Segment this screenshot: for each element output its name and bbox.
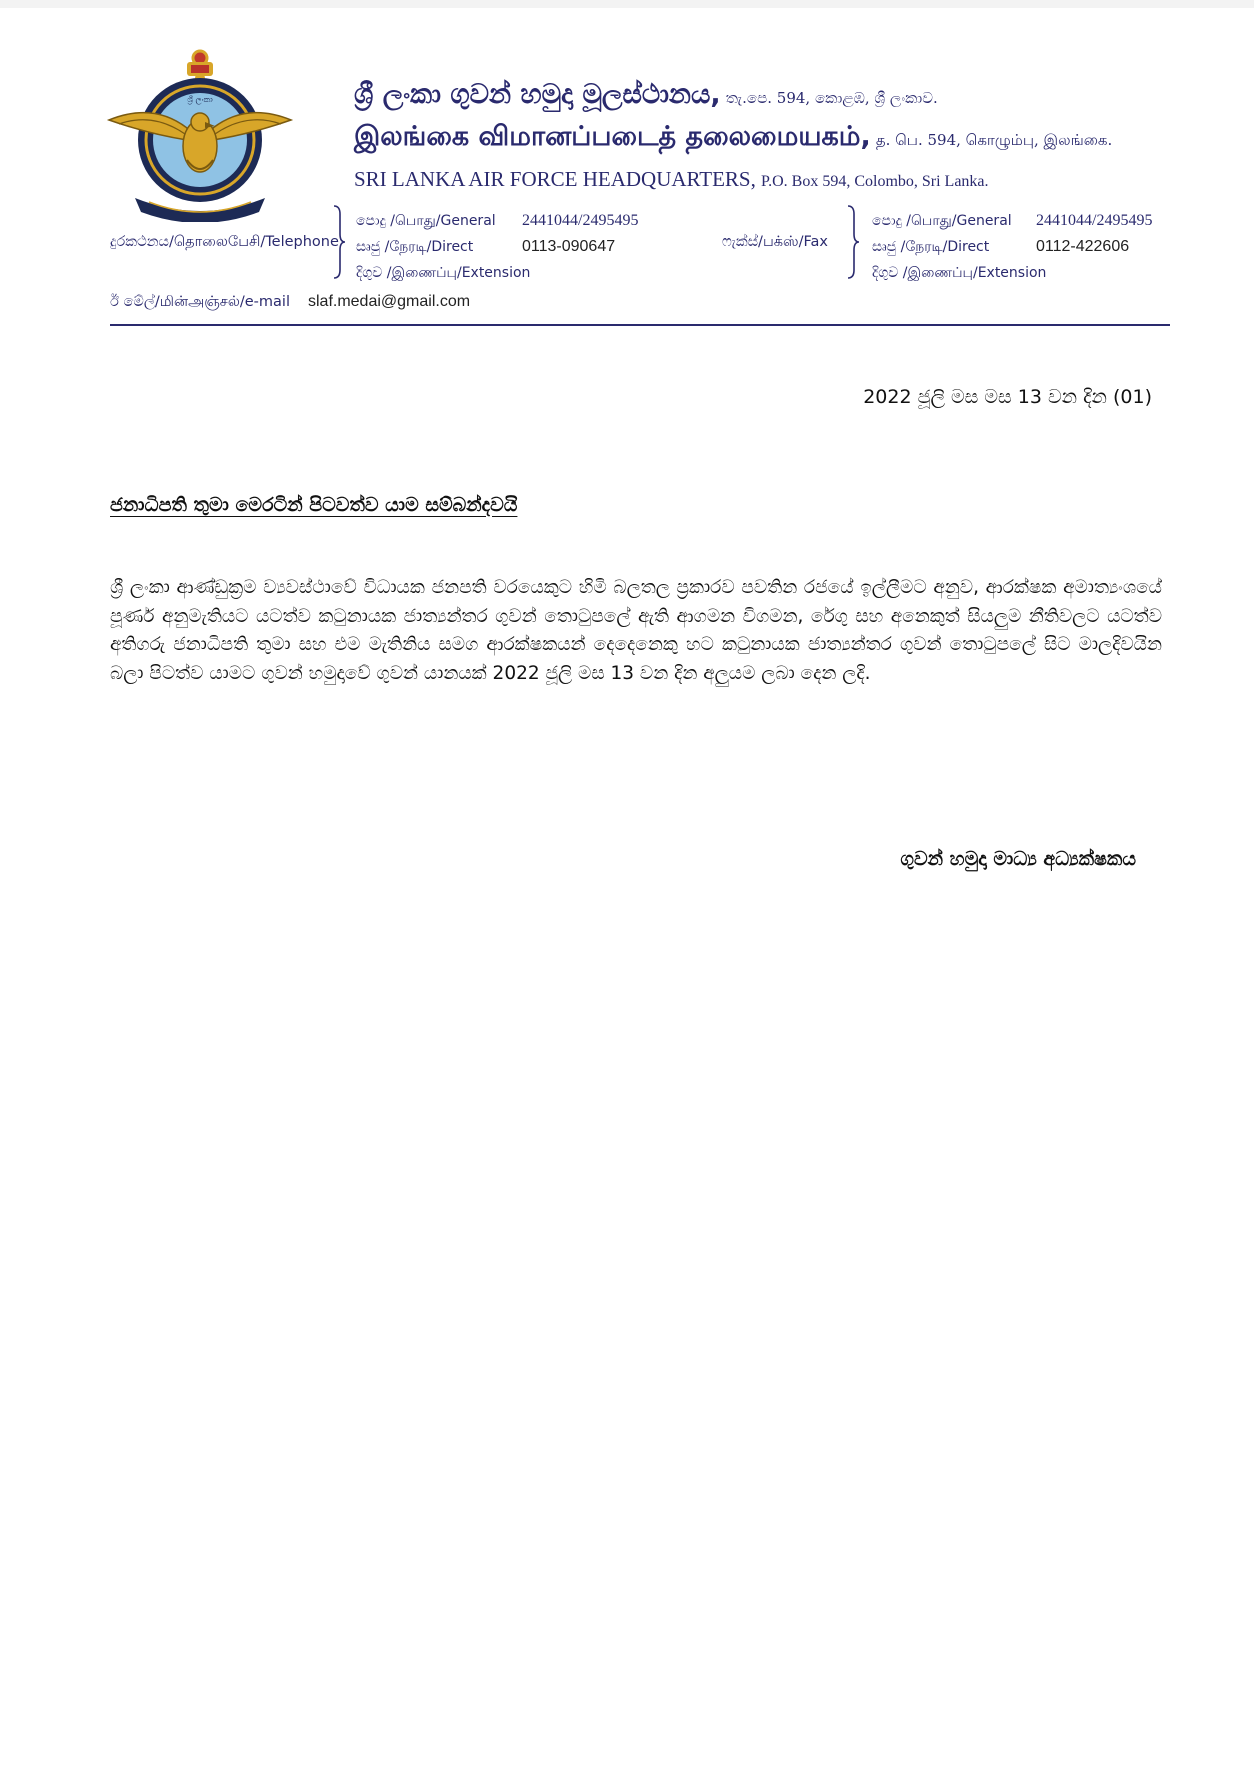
telephone-brace-icon [332,204,346,280]
telephone-direct-row [356,234,638,260]
letterhead-english-title: SRI LANKA AIR FORCE HEADQUARTERS, [354,167,756,191]
letterhead-tamil-address: த. பெ. 594, கொழும்பு, இலங்கை. [875,131,1113,149]
telephone-direct-label: සෘජු /நேரடி/Direct [356,239,474,255]
telephone-extension-label: දිගුව /இணைப்பு/Extension [356,265,531,281]
letterhead-line-english [354,158,1174,200]
email-address[interactable]: slaf.medai@gmail.com [307,293,471,310]
page-top-edge [0,0,1254,8]
letter-body: ශ්‍රී ලංකා ආණ්ඩුක්‍රම ව්‍යවස්ථාවේ විධායක ජනපති වරයෙකුට හිමි බලතල ප්‍රකාරව පවතින රජයේ ඉල්ලීමට අනුව, ආරක්ෂක අමාත්‍යංශයේ පූර්ණ අනුමැතියට යටත්ව කටුනායක ජාත්‍යන්තර ගුවන් තොටුපලේ ඇති ආගමන විගමන, රේගු සහ අනෙකුත් සියලුම නීතිවලට යටත්ව අතිගරු ජනාධිපති තුමා සහ එම මැතිනිය සමග ආරක්ෂකයන් දෙදෙනෙකු හට කටුනායක ජාත්‍යන්තර ගුවන් තොටුපලේ සිට මාලදිවයින බලා පිටත්ව යාමට ගුවන් හමුදාවේ ගුවන් යානයක් 2022 ජූලි මස 13 වන දින අලුයම ලබා දෙන ලදි. [110,577,1162,684]
fax-direct-row [872,234,1152,260]
letterhead [354,74,1174,200]
telephone-extension-row [356,260,638,286]
letterhead-english-address: P.O. Box 594, Colombo, Sri Lanka. [760,173,989,190]
fax-direct-value: 0112-422606 [1036,238,1130,255]
email-label: ඊ මේල්/மின்அஞ்சல்/e-mail [110,294,290,310]
telephone-general-label: පොදු /பொது/General [356,213,496,229]
fax-general-value: 2441044/2495495 [1036,212,1153,229]
email-row [110,293,470,312]
air-force-crest-icon [105,42,295,222]
letter-date: 2022 ජූලි මස මස 13 වන දින (01) [863,386,1152,408]
letter-signature: ගුවන් හමුදා මාධ්‍ය අධ්‍යක්ෂකය [900,848,1136,870]
letterhead-line-tamil [354,116,1174,158]
telephone-direct-value: 0113-090647 [522,238,616,255]
fax-label: ෆැක්ස්/பக்ஸ்/Fax [722,234,828,250]
telephone-general-row [356,208,638,234]
telephone-general-value: 2441044/2495495 [522,212,639,229]
letterhead-tamil-title: இலங்கை விமானப்படைத் தலைமையகம், [354,121,871,152]
fax-extension-row [872,260,1152,286]
crest-motto: ශ්‍රී ලංකා [187,95,213,104]
letterhead-line-sinhala [354,74,1174,116]
fax-brace-icon [846,204,860,280]
letterhead-divider [110,324,1170,326]
fax-numbers [872,208,1152,286]
telephone-numbers [356,208,638,286]
letterhead-sinhala-address: තැ.පෙ. 594, කොළඹ, ශ්‍රී ලංකාව. [725,89,938,107]
fax-general-label: පොදු /பொது/General [872,213,1012,229]
letterhead-sinhala-title: ශ්‍රී ලංකා ගුවන් හමුදා මූලස්ථානය, [354,79,721,110]
fax-extension-label: දිගුව /இணைப்பு/Extension [872,265,1047,281]
telephone-label: දුරකථනය/தொலைபேசி/Telephone [110,234,339,250]
fax-general-row [872,208,1152,234]
letter-subject: ජනාධිපති තුමා මෙරටින් පිටවත්ව යාම සම්බන්දවයි [110,494,518,516]
fax-direct-label: සෘජු /நேரடி/Direct [872,239,990,255]
